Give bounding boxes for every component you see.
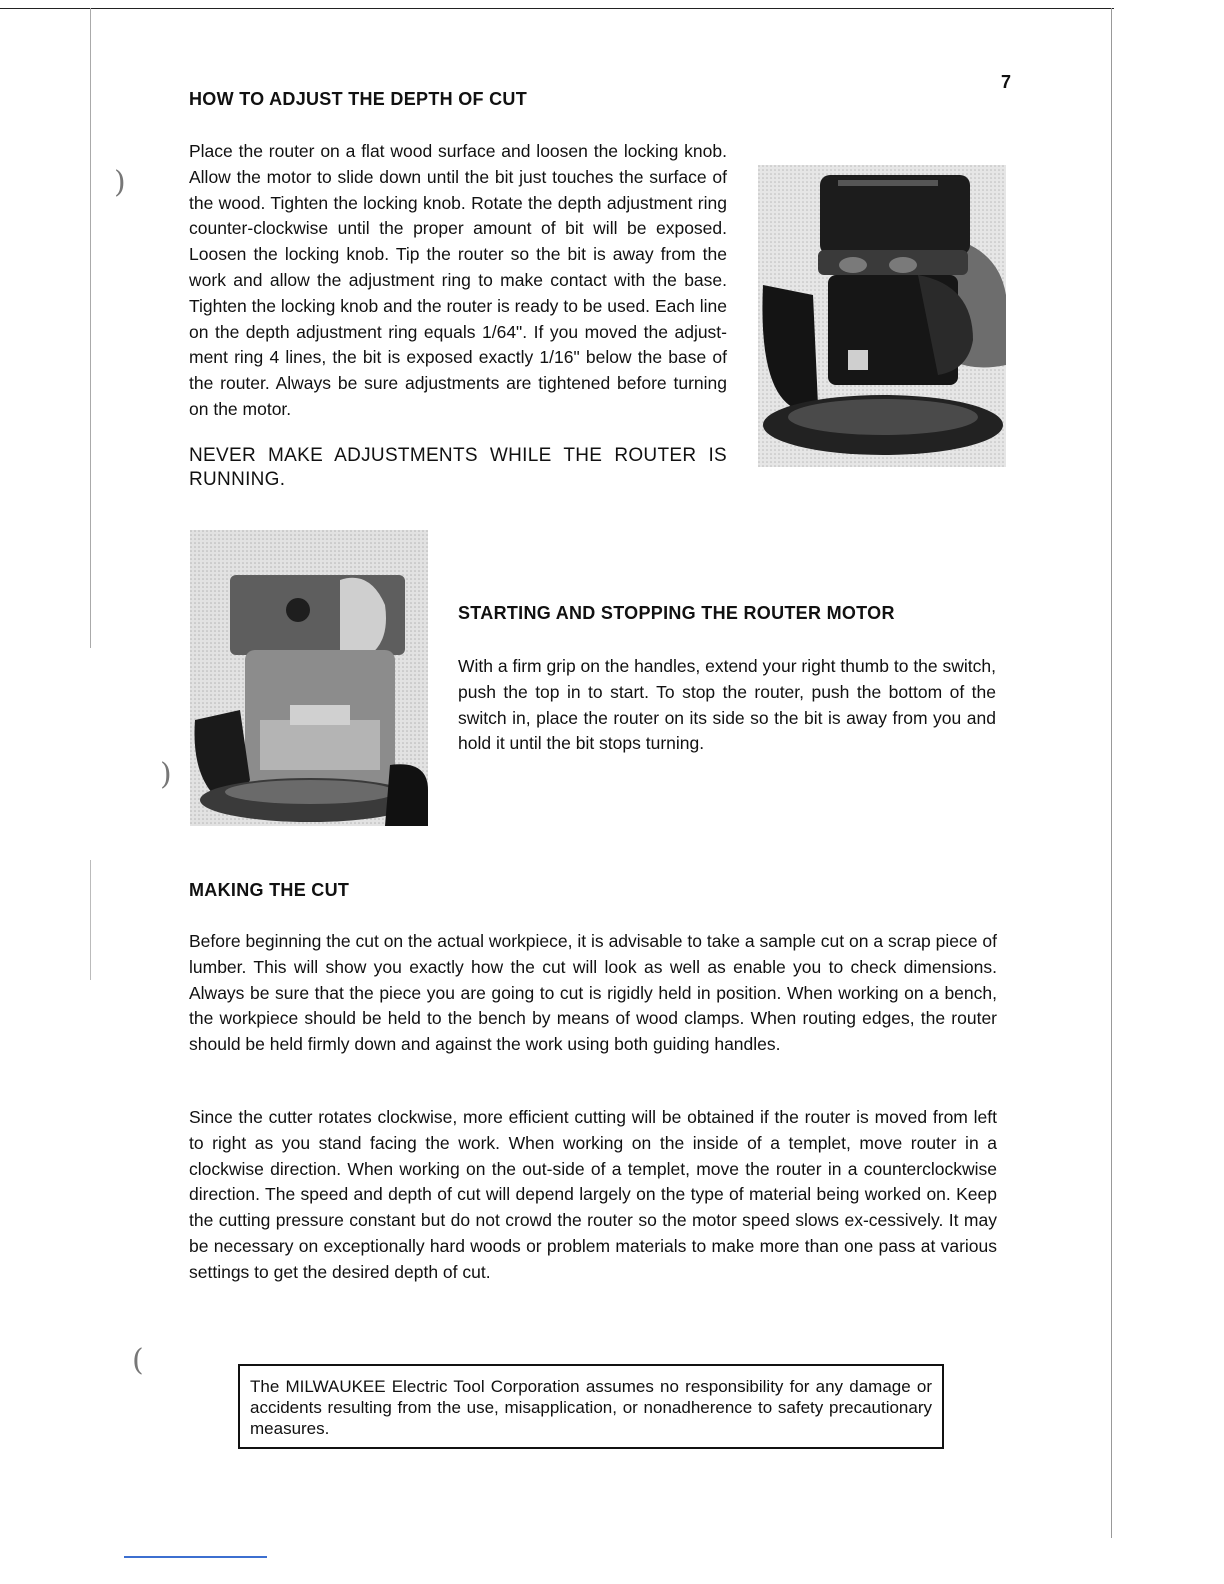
making-cut-text-1: Before beginning the cut on the actual workpiece, it is advisable to take a sample cut on a scrap piece of lumber. This will show you exactly how the cut will look as well as enable you to check dimensions. Always be sure that the piece you are going to cut is rigidly held in position. When working on a bench, the workpiece should be held to the bench by means of wood clamps. When routing edges, the router should be held firmly down and against the work using both guiding handles. <box>189 931 997 1055</box>
making-cut-paragraph-1 <box>189 929 997 1058</box>
punch-hole-mark: ) <box>114 165 126 200</box>
scan-top-edge <box>0 8 1114 9</box>
start-stop-paragraph: With a firm grip on the handles, extend your right thumb to the switch, push the top in to start. To stop the router, push the bottom of the switch in, place the router on its side so the bit is away from you and hold it until the bit stops turning. <box>458 656 996 754</box>
liability-notice-box <box>238 1364 944 1449</box>
making-cut-text-2: Since the cutter rotates clockwise, more efficient cutting will be obtained if the router is moved from left to right as you stand facing the work. When working on the inside of a templet, move router in a clockwise direction. When working on the out-side of a templet, move the router in a counterclockwise direction. The speed and depth of cut will depend largely on the type of material being worked on. Keep the cutting pressure constant but do not crowd the router so the motor speed slows ex-cessively. It may be necessary on exceptionally hard woods or problem materials to make more than one pass at various settings to get the desired depth of cut. <box>189 1107 997 1282</box>
depth-warning: NEVER MAKE ADJUSTMENTS WHILE THE ROUTER IS RUNNING. <box>189 445 727 490</box>
router-depth-illustration <box>758 165 1006 467</box>
router-switch-illustration <box>190 530 428 826</box>
depth-heading: HOW TO ADJUST THE DEPTH OF CUT <box>189 89 528 109</box>
scan-left-edge-lower <box>90 860 91 980</box>
start-stop-heading: STARTING AND STOPPING THE ROUTER MOTOR <box>458 603 895 623</box>
liability-notice-text: The MILWAUKEE Electric Tool Corporation assumes no responsibility for any damage or accidents resulting from the use, misapplication, or nonadherence to safety precautionary measures. <box>250 1377 932 1438</box>
router-depth-photo <box>758 165 1006 467</box>
making-cut-heading: MAKING THE CUT <box>189 880 350 900</box>
scan-left-edge <box>90 8 91 648</box>
scan-bottom-mark <box>124 1556 267 1558</box>
making-cut-paragraph-2 <box>189 1105 997 1286</box>
scan-right-edge <box>1111 8 1112 1538</box>
router-switch-photo <box>190 530 428 826</box>
start-stop-body <box>458 654 996 757</box>
punch-hole-mark: ) <box>160 757 172 792</box>
punch-hole-mark: ( <box>132 1343 144 1378</box>
page-number: 7 <box>1001 72 1012 92</box>
depth-body <box>189 139 727 423</box>
depth-paragraph: Place the router on a flat wood surface and loosen the locking knob. Allow the motor to slide down until the bit just touches the surface of the wood. Tighten the locking knob. Rotate the depth adjustment ring counter-clockwise until the proper amount of bit will be exposed. Loosen the locking knob. Tip the router so the bit is away from the work and allow the adjustment ring to make contact with the base. Tighten the locking knob and the router is ready to be used. Each line on the depth adjustment ring equals 1/64". If you moved the adjust-ment ring 4 lines, the bit is exposed exactly 1/16" below the base of the router. Always be sure adjustments are tightened before turning on the motor. <box>189 141 727 419</box>
